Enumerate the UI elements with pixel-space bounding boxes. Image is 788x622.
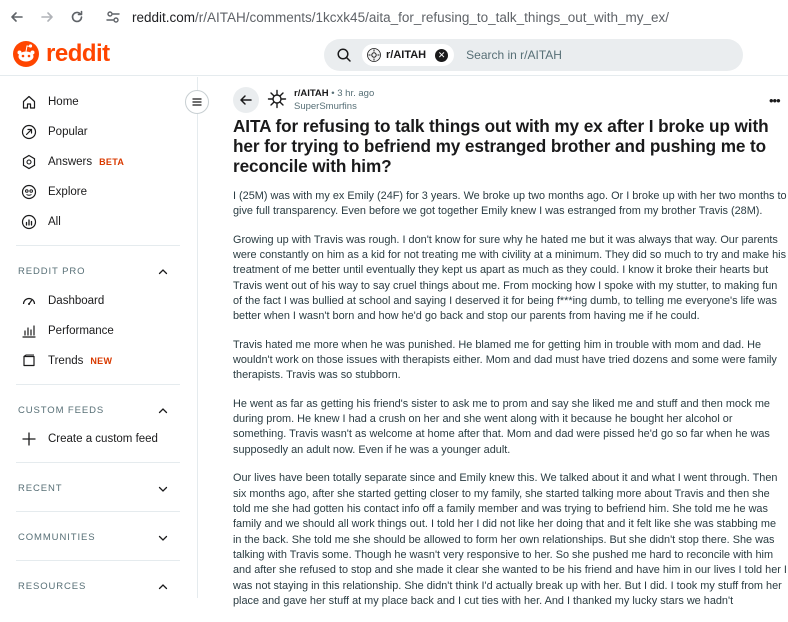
post-paragraph: He went as far as getting his friend's sister to ask me to prom and say she liked me and stuff and then mock me during prom. He knew I had a crush on her and she went along with it because he bought her alcohol or something. Travis wasn't as welcome at home after that. Mom and dad were pissed he'd go so far when he was supposedly an adult now. Even if he was a younger adult. [233,397,770,456]
popular-icon [20,123,38,141]
sidebar-item-label: Home [48,96,79,108]
section-reddit-pro[interactable] [18,266,168,277]
subreddit-search-chip[interactable] [362,44,454,66]
clear-chip-icon[interactable]: ✕ [435,49,448,62]
author-link[interactable]: SuperSmurfins [294,101,357,112]
subreddit-avatar-icon[interactable] [266,88,288,110]
sidebar-item-label: Performance [48,325,114,337]
sidebar-item-all[interactable] [20,212,61,232]
post-paragraph: I (25M) was with my ex Emily (24F) for 3 years. We broke up two months ago. Or I broke up with her two months to give full transparency. Even before we got together Emily knew I was estranged from my brother Travis (28M). [233,190,787,218]
reddit-snoo-icon [12,40,40,68]
url-text[interactable] [132,10,669,25]
search-chip-label: r/AITAH [386,49,427,61]
post-body [233,189,787,622]
sidebar-item-label: Explore [48,186,87,198]
reddit-logo[interactable] [12,40,110,68]
subreddit-link[interactable]: r/AITAH [294,88,329,99]
explore-icon [20,183,38,201]
trends-icon [20,352,38,370]
all-icon [20,213,38,231]
sidebar-item-home[interactable] [20,92,79,112]
plus-icon [20,430,38,448]
section-heading: RESOURCES [18,581,87,592]
search-icon [336,47,352,63]
sidebar-item-label: Create a custom feed [48,433,158,445]
post-paragraph: Travis hated me more when he was punished. He blamed me for getting him in trouble with mom and dad. He wouldn't work on those issues with therapists either. Mom and dad must have tried dozens and some were family therapists. Travis was so stubborn. [233,338,777,382]
url-path: /r/AITAH/comments/1kcxk45/aita_for_refusing_to_talk_things_out_with_my_ex/ [195,9,670,25]
sidebar-item-performance[interactable] [20,321,114,341]
browser-forward-icon[interactable] [36,6,58,28]
browser-reload-icon[interactable] [66,6,88,28]
new-badge: NEW [90,356,113,366]
chevron-down-icon [158,533,168,543]
post-paragraph: Our lives have been totally separate since and Emily knew this. We talked about it and what I went through. Then six months ago, after she started getting closer to my family, she started talking more about Travis and then she told me she had gotten his contact info off a family member and was trying to befriend him. She told me he was family and we should all work things out. I told her I did not like her doing that and it felt like she was stabbing me in the back. She told me she should be allowed to form her own relationships. But she didn't stop there. She was talking with Travis some. Though he wasn't very responsive to her. So she pushed me hard to reconcile with him and after she refused to stop and she made it clear she wanted to be his friend and have him in our lives I told her I was not staying in this relationship. She didn't think I'd actually break up with her. But I did. I took my stuff from her place and gave her stuff at my place back and I cut ties with her. And I thanked my lucky stars we hadn't [233,472,787,607]
sidebar-divider [16,511,180,512]
section-resources[interactable] [18,581,168,592]
home-icon [20,93,38,111]
browser-url-bar [0,0,788,34]
url-domain: reddit.com [132,9,196,25]
chevron-down-icon [158,484,168,494]
arrow-left-icon [239,93,253,107]
sidebar-item-popular[interactable] [20,122,88,142]
create-custom-feed-button[interactable] [20,429,158,449]
chevron-up-icon [158,582,168,592]
more-options-icon[interactable]: ••• [769,93,780,108]
post-time: • 3 hr. ago [331,88,375,99]
sidebar-item-dashboard[interactable] [20,291,104,311]
browser-back-icon[interactable] [6,6,28,28]
chevron-up-icon [158,406,168,416]
sidebar-item-label: Popular [48,126,88,138]
sidebar-divider [16,462,180,463]
section-heading: REDDIT PRO [18,266,86,277]
dashboard-icon [20,292,38,310]
sidebar-item-trends[interactable] [20,351,112,371]
section-heading: COMMUNITIES [18,532,96,543]
section-communities[interactable] [18,532,168,543]
search-bar[interactable] [324,39,743,71]
sidebar-item-label: Trends [48,355,84,367]
performance-icon [20,322,38,340]
post-paragraph: Growing up with Travis was rough. I don't know for sure why he hated me but it was always that way. Our parents were constantly on him as a kid for not treating me with civility at a minimum. They did so much to try and make his treatment of me better until eventually they kept us apart as much as they could. I know it broke their hearts but Travis went out of his way to say cruel things about me. From mocking how I spoke with my stutter, to making fun of the fact I was bullied at school and saying I deserved it for being f***ing dumb, to telling me everyone's life was better when I wasn't born and how he'd go back and stop our parents from having me if he could. [233,233,787,323]
menu-icon [191,96,203,108]
sidebar-item-answers[interactable] [20,152,124,172]
beta-badge: BETA [99,157,125,167]
sidebar-item-label: All [48,216,61,228]
search-placeholder: Search in r/AITAH [466,48,562,62]
sidebar-item-label: Answers [48,156,93,168]
sidebar-collapse-button[interactable] [185,90,209,114]
sidebar-item-label: Dashboard [48,295,105,307]
section-recent[interactable] [18,483,168,494]
site-header [0,34,788,76]
post-meta [294,88,374,112]
chevron-up-icon [158,267,168,277]
sidebar-divider [16,384,180,385]
site-info-icon[interactable] [102,6,124,28]
sidebar-divider [16,560,180,561]
sidebar-item-explore[interactable] [20,182,87,202]
section-heading: RECENT [18,483,63,494]
reddit-wordmark: reddit [46,40,110,67]
post-title: AITA for refusing to talk things out with my ex after I broke up with her for trying to befriend my estranged brother and pushing me to reconcile with him? [233,116,769,176]
sidebar-divider [16,245,180,246]
section-custom-feeds[interactable] [18,405,168,416]
answers-icon [20,153,38,171]
section-heading: CUSTOM FEEDS [18,405,105,416]
back-button[interactable] [233,87,259,113]
subreddit-avatar-icon [367,48,381,62]
